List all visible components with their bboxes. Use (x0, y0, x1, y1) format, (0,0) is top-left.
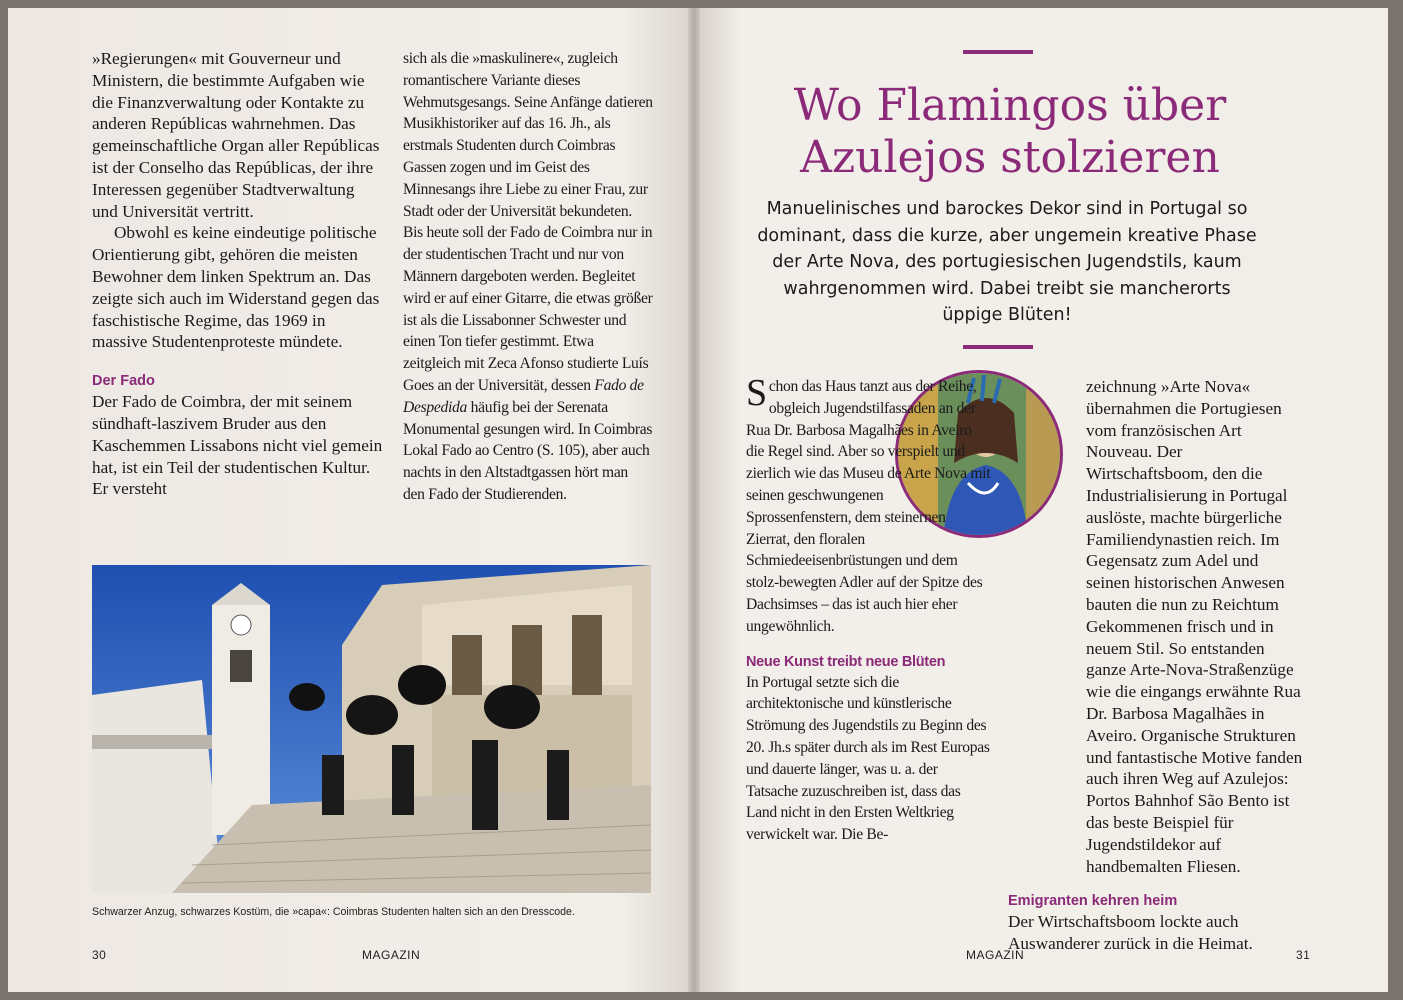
paragraph: »Regierungen« mit Gouverneur und Ministern, die bestimmte Aufgaben wie die Finanzverwaltung oder Kontakte zu anderen Repúblicas wahrnehmen. Das gemeinschaftliche Organ aller Repúblicas ist der Conselho das Repúblicas, der ihre Interessen gegenüber Stadtverwaltung und Universität vertritt. (92, 49, 380, 221)
right-column-1 (746, 372, 991, 846)
paragraph: chon das Haus tanzt aus der Reihe, obgleich Jugendstilfassaden an der Rua Dr. Barbosa Magalhães in Aveiro die Regel sind. Aber so verspielt und zierlich wie das Museu de Arte Nova mit seinen geschwungenen Sprossenfenstern, dem steinernen Zierrat, den floralen Schmiedeeisenbrüstungen und dem stolz-bewegten Adler auf der Spitze des Dachsimses – das ist auch hier eher ungewöhnlich. (746, 378, 991, 635)
left-column-1 (92, 48, 384, 500)
accent-rule-top (963, 50, 1033, 54)
paragraph: sich als die »maskulinere«, zugleich romantischere Variante dieses Wehmutsgesangs. Seine Anfänge datieren Musikhistoriker auf das 16. Jh., als erstmals Studenten durch Coimbras Gassen zogen und im Geist des Minnesangs ihre Liebe zu einer Frau, zur Stadt oder der Universität bekundeten. Bis heute soll der Fado de Coimbra nur in der studentischen Tracht und nur von Männern dargeboten werden. Begleitet wird er auf einer Gitarre, die etwas größer ist als die Lissabonner Schwester und einen Ton tiefer gestimmt. Etwa zeitgleich mit Zeca Afonso studierte Luís Goes an der Universität, dessen (403, 50, 653, 394)
page-number-right: 31 (1296, 948, 1311, 962)
accent-rule-bottom (963, 345, 1033, 349)
right-column-2 (1008, 376, 1305, 955)
paragraph: In Portugal setzte sich die architektonische und künstlerische Strömung des Jugendstils zu Beginn des 20. Jh.s später durch als im Rest Europas und dauerte länger, was u. a. der Tatsache zuzuschreiben ist, dass das Land nicht in den Ersten Weltkrieg verwickelt war. Die Be- (746, 673, 990, 844)
paragraph: zeichnung »Arte Nova« übernahmen die Portugiesen vom französischen Art Nouveau. Der Wirtschaftsboom, den die Industrialisierung in Portugal auslöste, machte bürgerliche Familiendynastien reich. Im Gegensatz zum Adel und seinen historischen Anwesen bauten die nun zu Reichtum Gekommenen frisch und in neuem Stil. So entstanden ganze Arte-Nova-Straßenzüge wie die eingangs erwähnte Rua Dr. Barbosa Magalhães in Aveiro. Organische Strukturen und fantastische Motive fanden auch ihren Weg auf Azulejos: Portos Bahnhof São Bento ist das beste Beispiel für Jugendstildekor auf handbemalten Fliesen. (1086, 377, 1303, 876)
paragraph: häufig bei der Serenata Monumental gesungen wird. In Coimbras Lokal Fado ao Centro (S. 105), aber auch nachts in den Altstadtgassen hört man den Fado der Studierenden. (403, 398, 653, 503)
title-line: Wo Flamingos über (793, 80, 1227, 131)
drop-cap: S (746, 372, 767, 414)
students-photo (92, 565, 651, 893)
book-gutter (688, 8, 700, 992)
photo-caption: Schwarzer Anzug, schwarzes Kostüm, die »capa«: Coimbras Studenten halten sich an den Dresscode. (92, 906, 575, 918)
section-label-right: MAGAZIN (966, 948, 1025, 962)
subhead-neue-kunst: Neue Kunst treibt neue Blüten (746, 653, 946, 670)
title-line: Azulejos stolzieren (800, 132, 1220, 183)
paragraph: Der Wirtschaftsboom lockte auch Auswanderer zurück in die Heimat. (1008, 912, 1253, 954)
paragraph: Obwohl es keine eindeutige politische Orientierung gibt, gehören die meisten Bewohner dem linken Spektrum an. Das zeigte sich auch im Widerstand gegen das faschistische Regime, das 1969 in massive Studentenproteste mündete. (92, 223, 380, 352)
page-number-left: 30 (92, 948, 107, 962)
paragraph: Der Fado de Coimbra, der mit seinem sündhaft-laszivem Bruder aus den Kaschemmen Lissabons nicht viel gemein hat, ist ein Teil der studentischen Kultur. Er versteht (92, 392, 383, 499)
section-label-left: MAGAZIN (362, 948, 421, 962)
article-title (760, 80, 1260, 184)
subhead-fado: Der Fado (92, 373, 155, 390)
subhead-emigranten: Emigranten kehren heim (1008, 893, 1178, 910)
left-column-2 (403, 48, 653, 506)
lead-paragraph: Manuelinisches und barockes Dekor sind in Portugal so dominant, dass die kurze, aber ungemein kreative Phase der Arte Nova, des portugiesischen Jugendstils, kaum wahrgenommen wird. Dabei treibt sie mancherorts üppige Blüten! (757, 199, 1257, 325)
song-title: Fado de Despedida (403, 376, 644, 416)
